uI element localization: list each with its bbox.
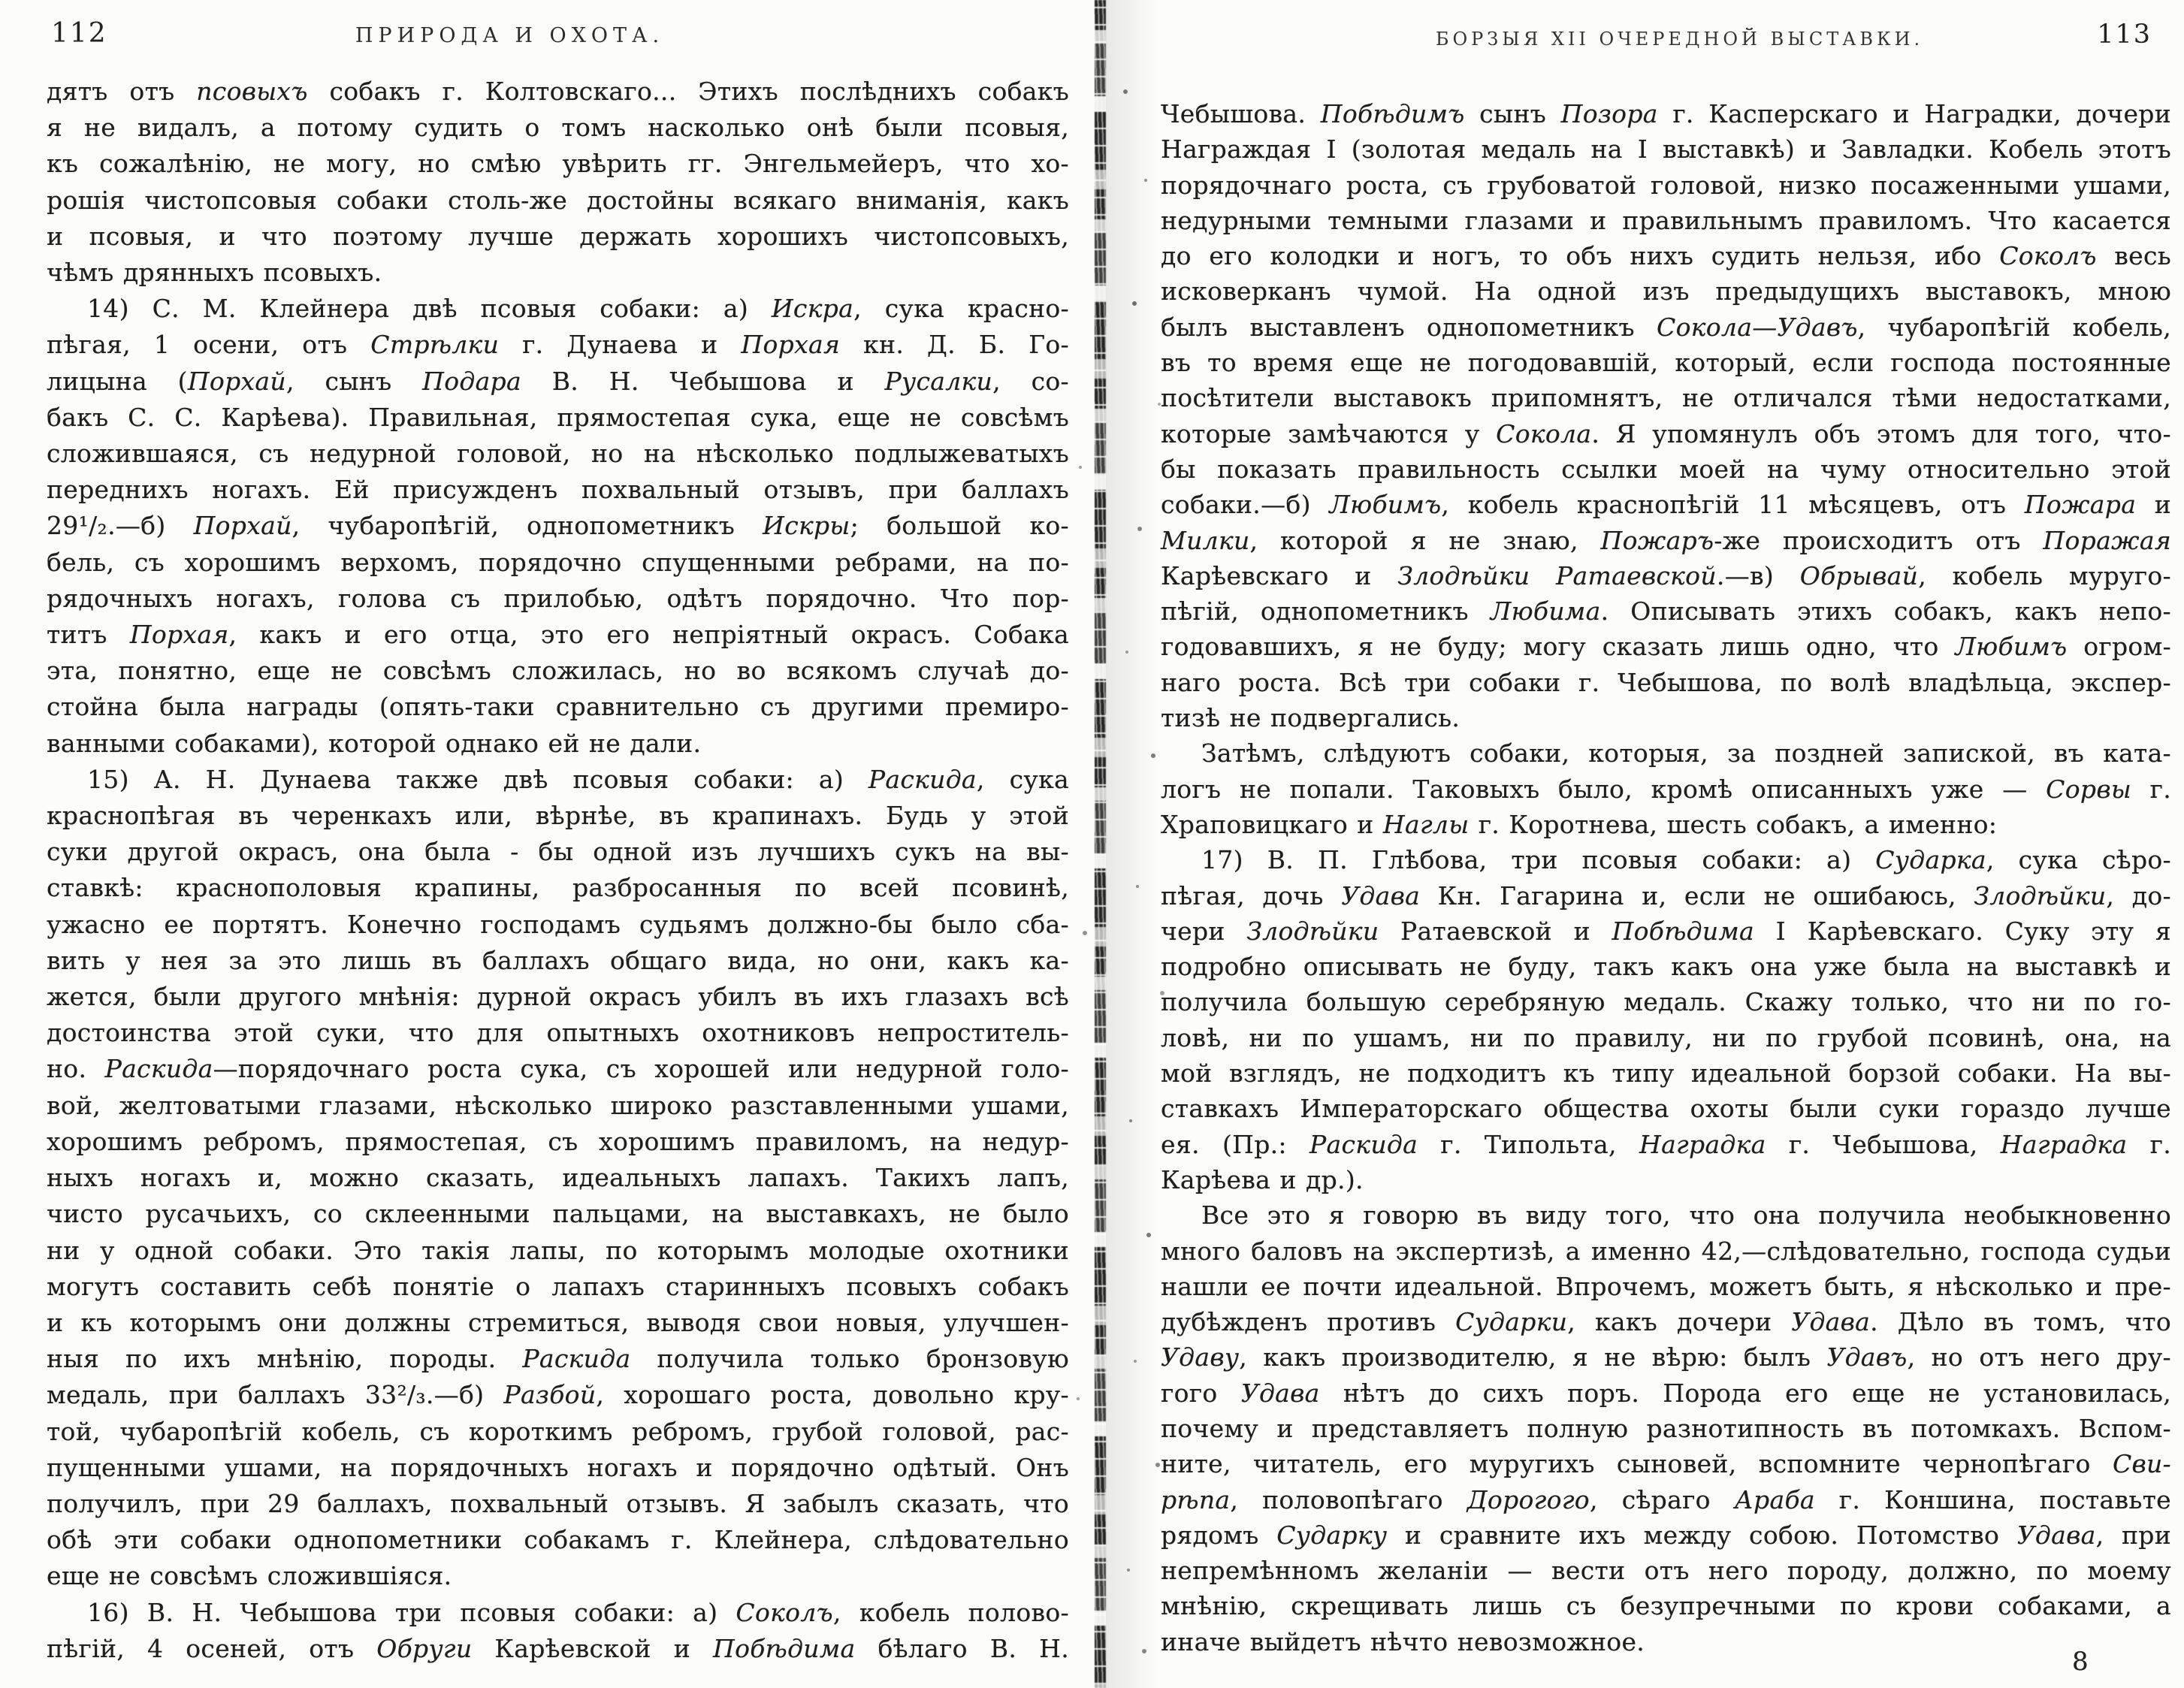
text-line: годовавшихъ, я не буду; могу сказать лишь одно, что Любимъ огром- (1161, 632, 2171, 662)
text-line: бакъ С. С. Карѣева). Правильная, прямостепая сука, еще не совсѣмъ (47, 402, 1069, 432)
text-line: 15) А. Н. Дунаева также двѣ псовыя собаки: а) Раскида, сука (87, 764, 1069, 794)
text-line: рядочныхъ ногахъ, голова съ прилобью, одѣтъ порядочно. Что пор- (47, 583, 1069, 613)
text-line: получилъ, при 29 баллахъ, похвальный отзывъ. Я забылъ сказать, что (47, 1488, 1069, 1518)
text-line: мнѣнію, скрещивать лишь съ безупречными по крови собаками, а (1161, 1591, 2171, 1621)
text-line: Все это я говорю въ виду того, что она получила необыкновенно (1201, 1200, 2171, 1231)
gutter-soft-shadow (1106, 0, 1158, 1688)
text-line: въ то время еще не погодовавшій, который, если господа постоянные (1161, 348, 2171, 378)
text-line: нашли ее почти идеальной. Впрочемъ, можетъ быть, я нѣсколько и пре- (1161, 1271, 2171, 1301)
text-line: иначе выйдетъ нѣчто невозможное. (1161, 1626, 1645, 1656)
text-line: я не видалъ, а потому судить о томъ насколько онѣ были псовыя, (47, 113, 1069, 143)
text-line: до его колодки и ногъ, то объ нихъ судить нельзя, ибо Соколъ весь (1161, 241, 2172, 271)
text-line: титъ Порхая, какъ и его отца, это его непріятный окрасъ. Собака (47, 620, 1069, 650)
text-line: лицына (Порхай, сынъ Подара В. Н. Чебышова и Русалки, со- (47, 366, 1069, 396)
text-line: рядомъ Сударку и сравните ихъ между собою. Потомство Удава, при (1161, 1520, 2172, 1550)
text-line: могутъ составить себѣ понятіе о лапахъ старинныхъ псовыхъ собакъ (47, 1271, 1069, 1301)
text-column-right (1161, 96, 2171, 1659)
text-line: порядочнаго роста, съ грубоватой головой, низко посаженными ушами, (1161, 170, 2171, 200)
text-line: вой, желтоватыми глазами, нѣсколько широко разставленными ушами, (47, 1090, 1069, 1120)
text-line: ужасно ее портятъ. Конечно господамъ судьямъ должно-бы было сба- (47, 909, 1069, 939)
text-line: достоинства этой суки, что для опытныхъ охотниковъ непроститель- (47, 1018, 1069, 1048)
text-line: ставкѣ: краснополовыя крапины, разбросанныя по всей псовинѣ, (47, 873, 1069, 903)
text-line: Затѣмъ, слѣдуютъ собаки, которыя, за поздней запиской, въ ката- (1201, 738, 2171, 769)
text-line: тизѣ не подвергались. (1161, 703, 1461, 733)
text-line: рошія чистопсовыя собаки столь-же достойны всякаго вниманія, какъ (47, 185, 1069, 215)
text-line: 16) В. Н. Чебышова три псовыя собаки: а) Соколъ, кобель полово- (87, 1597, 1069, 1627)
text-line: пѣгій, 4 осеней, отъ Обруги Карѣевской и Побѣдима бѣлаго В. Н. (47, 1633, 1069, 1663)
text-line: былъ выставленъ однопометникъ Сокола—Удавъ, чубаропѣгій кобель, (1161, 312, 2171, 342)
text-line: много баловъ на экспертизѣ, а именно 42,—слѣдовательно, господа судьи (1161, 1236, 2171, 1266)
text-line: пѣгій, однопометникъ Любима. Описывать этихъ собакъ, какъ непо- (1161, 596, 2171, 627)
text-line: къ сожалѣнію, не могу, но смѣю увѣрить гг. Энгельмейеръ, что хо- (47, 149, 1069, 179)
text-line: Храповицкаго и Наглы г. Коротнева, шесть собакъ, а именно: (1161, 809, 1998, 839)
running-header-left: ПРИРОДА И ОХОТА. (355, 24, 665, 47)
text-line: чери Злодѣйки Ратаевской и Побѣдима I Карѣевскаго. Суку эту я (1161, 916, 2171, 946)
text-line: хорошимъ ребромъ, прямостепая, съ хорошимъ правиломъ, на недур- (47, 1126, 1069, 1156)
text-line: еще не совсѣмъ сложившіяся. (47, 1561, 452, 1591)
text-line: 14) С. М. Клейнера двѣ псовыя собаки: а) Искра, сука красно- (87, 294, 1069, 324)
text-line: Награждая I (золотая медаль на I выставкѣ) и Завладки. Кобель этотъ (1161, 134, 2171, 165)
text-line: Карѣевскаго и Злодѣйки Ратаевской.—в) Обрывай, кобель муруго- (1161, 560, 2171, 590)
text-line: медаль, при баллахъ 33²/₃.—б) Разбой, хорошаго роста, довольно кру- (47, 1380, 1069, 1410)
text-line: ныя по ихъ мнѣнію, породы. Раскида получила только бронзовую (47, 1344, 1070, 1374)
text-line: исковерканъ чумой. На одной изъ предыдущихъ выставокъ, мною (1161, 276, 2171, 306)
text-line: суки другой окрасъ, она была - бы одной изъ лучшихъ сукъ на вы- (47, 837, 1069, 867)
text-line: получила большую серебряную медаль. Скажу только, что ни по го- (1161, 987, 2171, 1017)
text-line: сложившаяся, съ недурной головой, но на нѣсколько подлыжеватыхъ (47, 439, 1069, 469)
text-line: дятъ отъ псовыхъ собакъ г. Колтовскаго... Этихъ послѣднихъ собакъ (47, 77, 1069, 106)
text-line: стойна была награды (опять-таки сравнительно съ другими премиро- (47, 692, 1069, 722)
text-line: Удаву, какъ производителю, я не вѣрю: былъ Удавъ, но отъ него дру- (1161, 1342, 2171, 1372)
text-line: Чебышова. Побѣдимъ сынъ Позора г. Касперскаго и Наградки, дочери (1161, 99, 2171, 128)
text-line: чисто русачьихъ, со склеенными пальцами, на выставкахъ, не было (47, 1199, 1069, 1229)
text-line: той, чубаропѣгій кобель, съ короткимъ ребромъ, грубой головой, рас- (47, 1416, 1069, 1446)
text-line: ни у одной собаки. Это такія лапы, по которымъ молодые охотники (47, 1235, 1069, 1265)
text-line: почему и представляетъ полную разнотипность въ потомкахъ. Вспом- (1161, 1413, 2171, 1443)
text-column-left (47, 74, 1069, 1667)
text-line: ныхъ ногахъ и, можно сказать, идеальныхъ лапахъ. Такихъ лапъ, (47, 1163, 1069, 1193)
text-line: подробно описывать не буду, такъ какъ она уже была на выставкѣ и (1161, 952, 2171, 982)
text-line: дубѣжденъ противъ Сударки, какъ дочери Удава. Дѣло въ томъ, что (1161, 1307, 2172, 1337)
text-line: ея. (Пр.: Раскида г. Типольта, Наградка г. Чебышова, Наградка г. (1161, 1129, 2171, 1159)
text-line: ванными собаками), которой однако ей не дали. (47, 728, 702, 758)
page-number-left: 112 (51, 18, 107, 49)
text-line: 17) В. П. Глѣбова, три псовыя собаки: а) Сударка, сука сѣро- (1201, 845, 2172, 875)
text-line: мой взглядъ, не подходитъ къ типу идеальной борзой собаки. На вы- (1161, 1058, 2171, 1089)
text-line: бель, съ хорошимъ верхомъ, порядочно спущенными ребрами, на по- (47, 547, 1069, 577)
text-line: пѣгая, дочь Удава Кн. Гагарина и, если не ошибаюсь, Злодѣйки, до- (1161, 880, 2171, 910)
text-line: которые замѣчаются у Сокола. Я упомянулъ объ этомъ для того, что- (1161, 418, 2171, 448)
text-line: Карѣева и др.). (1161, 1164, 1364, 1194)
text-line: пѣгая, 1 осени, отъ Стрѣлки г. Дунаева и Порхая кн. Д. Б. Го- (47, 330, 1069, 360)
text-line: и къ которымъ они должны стремиться, выводя свои новыя, улучшен- (47, 1307, 1069, 1337)
text-line: 29¹/₂.—б) Порхай, чубаропѣгій, однопометникъ Искры; большой ко- (47, 511, 1069, 541)
text-line: краснопѣгая въ черенкахъ или, вѣрнѣе, въ крапинахъ. Будь у этой (47, 801, 1069, 831)
text-line: чѣмъ дрянныхъ псовыхъ. (47, 258, 382, 288)
text-line: непремѣнномъ желаніи — вести отъ него породу, должно, по моему (1161, 1556, 2171, 1586)
text-line: Милки, которой я не знаю, Пожаръ-же происходитъ отъ Поражая (1161, 525, 2171, 555)
text-line: недурными темными глазами и правильнымъ правиломъ. Что касается (1161, 205, 2171, 235)
scan-speckles (0, 0, 3, 3)
page-right (1161, 0, 2171, 1688)
text-line: логъ не попали. Таковыхъ было, кромѣ описанныхъ уже — Сорвы г. (1161, 774, 2172, 804)
page-number-right: 113 (2097, 20, 2152, 50)
text-line: и псовыя, и что поэтому лучше держать хорошихъ чистопсовыхъ, (47, 221, 1069, 251)
text-line: ставкахъ Императорскаго общества охоты были суки гораздо лучше (1161, 1094, 2171, 1124)
text-line: ловѣ, ни по ушамъ, ни по правилу, ни по грубой псовинѣ, она, на (1161, 1022, 2171, 1052)
text-line: гого Удава нѣтъ до сихъ поръ. Порода его еще не установилась, (1161, 1378, 2171, 1408)
text-line: наго роста. Всѣ три собаки г. Чебышова, по волѣ владѣльца, экспер- (1161, 667, 2171, 697)
text-line: посѣтители выставокъ припомнятъ, не отличался тѣми недостатками, (1161, 383, 2171, 413)
text-line: жется, были другого мнѣнія: дурной окрасъ убилъ въ ихъ глазахъ всѣ (47, 982, 1069, 1012)
text-line: эта, понятно, еще не совсѣмъ сложилась, но во всякомъ случаѣ до- (47, 656, 1069, 686)
text-line: пущенными ушами, на порядочныхъ ногахъ и порядочно одѣтый. Онъ (47, 1452, 1069, 1482)
text-line: вить у нея за это лишь въ баллахъ общаго вида, но они, какъ ка- (47, 945, 1069, 975)
text-line: рѣпа, половопѣгаго Дорогого, сѣраго Араба г. Коншина, поставьте (1161, 1484, 2171, 1514)
text-line: бы показать правильность ссылки моей на чуму относительно этой (1161, 454, 2171, 484)
text-line: но. Раскида—порядочнаго роста сука, съ хорошей или недурной голо- (47, 1054, 1069, 1084)
text-line: переднихъ ногахъ. Ей присужденъ похвальный отзывъ, при баллахъ (47, 475, 1069, 505)
text-line: обѣ эти собаки однопометники собакамъ г. Клейнера, слѣдовательно (47, 1525, 1069, 1555)
signature-mark: 8 (2072, 1647, 2089, 1677)
text-line: ните, читатель, его муругихъ сыновей, вспомните чернопѣгаго Сви- (1161, 1449, 2171, 1479)
page-left (47, 0, 1069, 1688)
binding-gutter-shadow (1095, 0, 1106, 1688)
text-line: собаки.—б) Любимъ, кобель краснопѣгій 11 мѣсяцевъ, отъ Пожара и (1161, 490, 2171, 520)
running-header-right: БОРЗЫЯ XII ОЧЕРЕДНОЙ ВЫСТАВКИ. (1435, 29, 1924, 50)
